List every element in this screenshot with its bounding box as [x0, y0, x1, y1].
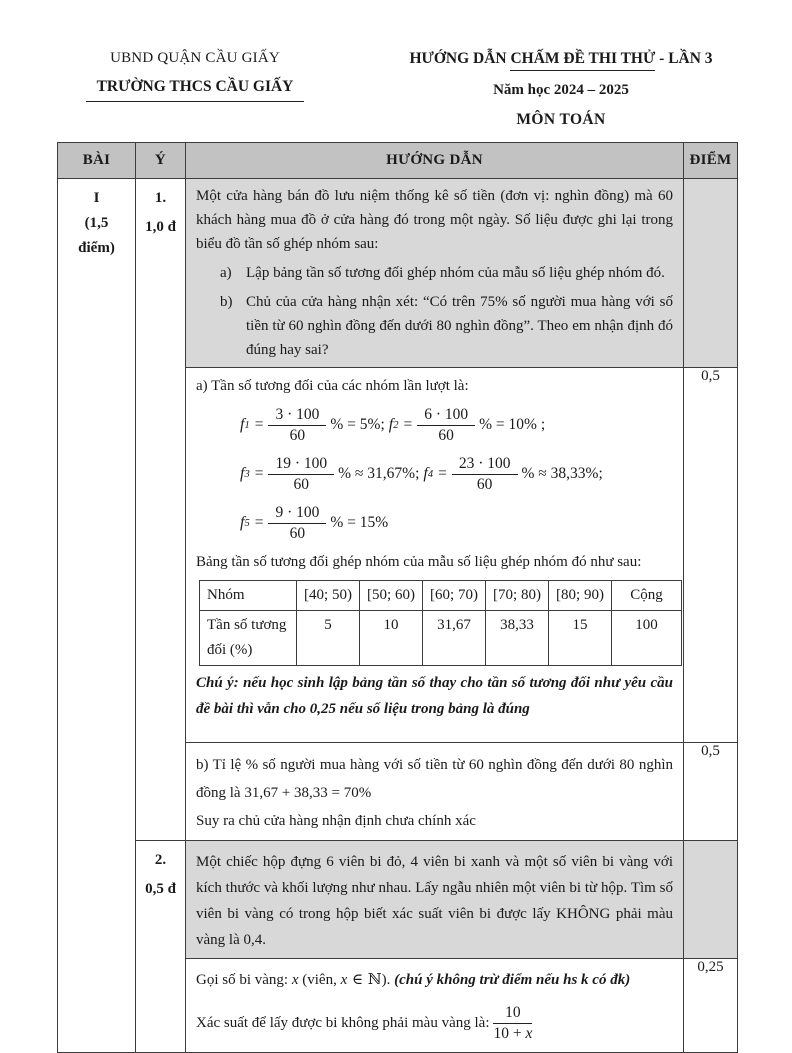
solution2-line1-close: ).: [381, 972, 395, 988]
problem2-statement-row: [58, 841, 738, 959]
f3-subscript: 3: [244, 468, 250, 480]
f5-equals: =: [254, 514, 264, 531]
solution2-cell: [186, 959, 684, 1053]
problem1-item-a: [220, 261, 673, 285]
freq-value-cong: 100: [612, 611, 682, 666]
freq-table-value-row: [200, 611, 682, 666]
f3-equals: =: [254, 465, 264, 482]
f5-subscript: 5: [244, 517, 250, 529]
problem1-statement-row: [58, 179, 738, 368]
formula-line-1: [240, 402, 673, 448]
header-left-block: [86, 50, 304, 102]
freq-header-g3: [60; 70): [423, 581, 486, 611]
freq-table-intro: Bảng tần số tương đối ghép nhóm của mẫu số liệu ghép nhóm đó như sau:: [196, 554, 642, 570]
y2-number: 2.: [154, 852, 167, 868]
f2-subscript: 2: [393, 419, 399, 431]
formula-f5: [240, 504, 388, 543]
f5-result: % = 15%: [330, 514, 389, 531]
freq-value-g4: 38,33: [486, 611, 549, 666]
freq-header-nhom: Nhóm: [200, 581, 297, 611]
f2-equals: =: [403, 416, 413, 433]
col-header-huongdan: HƯỚNG DẪN: [186, 143, 684, 179]
problem1-statement-cell: [186, 179, 684, 368]
y2-points: 0,5 đ: [145, 881, 176, 897]
freq-header-g5: [80; 90): [549, 581, 612, 611]
y1-number: 1.: [154, 190, 167, 206]
y1-points: 1,0 đ: [145, 219, 176, 235]
y-cell-1: [136, 179, 186, 841]
f2-symbol: f: [388, 416, 394, 433]
formula-f3: [240, 455, 419, 494]
item-a-marker: a): [220, 265, 232, 281]
solution2-note: (chú ý không trừ điểm nếu hs k có đk): [394, 972, 631, 988]
problem1-statement-text: Một cửa hàng bán đồ lưu niệm thống kê số tiền (đơn vị: nghìn đồng) mà 60 khách hàng mua đồ ở cửa hàng đó trong một ngày. Số liệu được ghi lại trong biểu đồ tần số ghép nhóm sau:: [196, 188, 673, 252]
formula-f2: [389, 406, 545, 445]
formula-line-2: [240, 451, 673, 497]
problem2-statement-score-cell: [684, 841, 738, 959]
freq-value-g1: 5: [297, 611, 360, 666]
solution-b-para1: b) Tỉ lệ % số người mua hàng với số tiền từ 60 nghìn đồng đến dưới 80 nghìn đồng là 31,67 + 38,33 = 70%: [196, 757, 673, 801]
frequency-table: [199, 580, 682, 666]
col-header-diem: ĐIỂM: [684, 143, 738, 179]
grader-note: Chú ý: nếu học sinh lập bảng tần số thay cho tần số tương đối như yêu cầu đề bài thì vẫn cho 0,25 nếu số liệu trong bảng là đúng: [196, 675, 673, 717]
item-b-marker: b): [220, 294, 233, 310]
document-title-pre: HƯỚNG DẪN: [409, 50, 511, 67]
formula-line-3: [240, 500, 673, 546]
f5-symbol: f: [240, 514, 245, 531]
problem1-statement-score-cell: [684, 179, 738, 368]
f4-equals: =: [438, 465, 447, 482]
bai-points-line1: (1,5: [84, 215, 109, 231]
problem2-statement-cell: [186, 841, 684, 959]
bai-points-line2: điểm): [78, 240, 115, 256]
document-title-underlined: CHẤM ĐỀ THI THỬ: [510, 50, 655, 71]
bai-number: I: [93, 190, 100, 206]
variable-x3: x: [525, 1024, 533, 1042]
natural-number-set: ∈ ℕ: [347, 970, 382, 988]
f3-symbol: f: [240, 465, 245, 482]
freq-table-header-row: [200, 581, 682, 611]
solution2-score: 0,25: [684, 959, 738, 1053]
solution2-line2: [196, 999, 673, 1047]
item-a-text: Lập bảng tần số tương đối ghép nhóm của mẫu số liệu ghép nhóm đó.: [246, 265, 665, 281]
col-header-y: Ý: [136, 143, 186, 179]
freq-header-cong: Cộng: [612, 581, 682, 611]
solution-a-score: 0,5: [684, 368, 738, 743]
f1-symbol: f: [240, 416, 245, 433]
solution2-line2-pre: Xác suất để lấy được bi không phải màu vàng là:: [196, 1014, 490, 1031]
f1-subscript: 1: [244, 419, 250, 431]
header-right-block: [381, 50, 741, 129]
freq-header-g1: [40; 50): [297, 581, 360, 611]
probability-fraction: $\frac{10}{10 + x}$: [493, 1003, 533, 1042]
f2-fraction: $\frac{6 \cdot 100}{60}$: [417, 406, 475, 445]
school-year: Năm học 2024 – 2025: [493, 82, 629, 98]
org-name: UBND QUẬN CẦU GIẤY: [110, 50, 280, 66]
y-cell-2: [136, 841, 186, 1053]
f4-symbol: f: [423, 465, 428, 482]
solution-b-cell: [186, 743, 684, 841]
solution-a-cell: [186, 368, 684, 743]
formula-f4: [423, 455, 602, 494]
grading-table: [57, 142, 738, 1053]
solution2-line1-pre: Gọi số bi vàng:: [196, 972, 292, 988]
document-title-post: - LẦN 3: [655, 50, 713, 67]
item-b-text: Chủ của cửa hàng nhận xét: “Có trên 75% số người mua hàng với số tiền từ 60 nghìn đồng đến dưới 80 nghìn đồng”. Theo em nhận định đó đúng hay sai?: [246, 294, 673, 358]
col-header-bai: BÀI: [58, 143, 136, 179]
bai-cell: [58, 179, 136, 1053]
problem2-statement-text: Một chiếc hộp đựng 6 viên bi đỏ, 4 viên bi xanh và một số viên bi vàng với kích thước và khối lượng như nhau. Lấy ngẫu nhiên một viên bi từ hộp. Tìm số viên bi vàng có trong hộp biết xác suất viên bi được lấy KHÔNG phải màu vàng là 0,4.: [196, 854, 673, 948]
solution2-line1: [196, 966, 673, 994]
f1-fraction: $\frac{3 \cdot 100}{60}$: [268, 406, 326, 445]
f4-fraction: $\frac{23 \cdot 100}{60}$: [452, 455, 518, 494]
freq-header-g2: [50; 60): [360, 581, 423, 611]
f4-result: % ≈ 38,33%;: [521, 465, 603, 482]
f3-result: % ≈ 31,67%;: [338, 465, 420, 482]
problem1-item-b: [220, 290, 673, 362]
school-name: TRƯỜNG THCS CẦU GIẤY: [86, 78, 304, 102]
document-title: [381, 50, 741, 68]
solution-b-score: 0,5: [684, 743, 738, 841]
solution2-line1-mid: (viên,: [298, 972, 341, 988]
variable-x2: x: [340, 972, 348, 988]
formula-f1: [240, 406, 385, 445]
f4-subscript: 4: [427, 468, 434, 480]
freq-value-g5: 15: [549, 611, 612, 666]
grading-table-header-row: [58, 143, 738, 179]
solution-a-intro: a) Tần số tương đối của các nhóm lần lượt là:: [196, 378, 469, 394]
freq-row-label: Tần số tương đối (%): [200, 611, 297, 666]
f5-fraction: $\frac{9 \cdot 100}{60}$: [268, 504, 326, 543]
f1-equals: =: [254, 416, 264, 433]
variable-x: x: [291, 972, 299, 988]
freq-header-g4: [70; 80): [486, 581, 549, 611]
subject-title: MÔN TOÁN: [516, 111, 606, 128]
freq-value-g3: 31,67: [423, 611, 486, 666]
f1-result: % = 5%;: [330, 416, 385, 433]
freq-value-g2: 10: [360, 611, 423, 666]
solution-b-para2: Suy ra chủ cửa hàng nhận định chưa chính xác: [196, 813, 476, 829]
f2-result: % = 10% ;: [479, 416, 546, 433]
f3-fraction: $\frac{19 \cdot 100}{60}$: [268, 455, 334, 494]
